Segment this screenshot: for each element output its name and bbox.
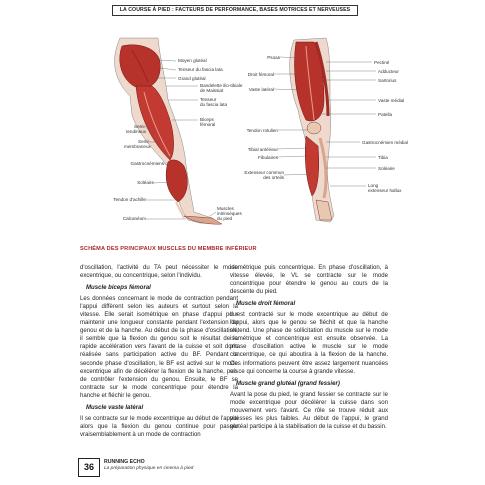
book-subtitle: La préparation physique en cinema à pied	[104, 466, 194, 471]
label-biceps-2: fémoral	[200, 122, 216, 127]
label-muscles-intrinseques: Muscles	[217, 206, 234, 211]
paragraph: Il se contracte sur le mode excentrique au début de l'appui alors que la flexion du genou continue pour passer vraisemblablement à un mode de contraction	[80, 415, 238, 438]
paragraph: Il est contracté sur le mode excentrique au début de l'appui, alors que le genou se fléchit et que la hanche s'étend. Une phase de sollicitation du muscle sur le mode isométrique et concentrique est ensuite observée. La phase d'oscillation active le muscle sur le mode concentrique, ce qui aboutira à la flexion de la hanche. Ces informations peuvent être assez largement nuancées en ce qui concerne la course à grande vitesse.	[230, 312, 388, 375]
label-patella: Patella	[378, 112, 393, 117]
running-header: LA COURSE À PIED : FACTEURS DE PERFORMANCE, BASES MOTRICES ET NERVEUSES	[112, 5, 358, 16]
label-tendon-achille: Tendon d'achille	[113, 197, 146, 202]
label-adducteur: Adducteur	[378, 69, 399, 74]
label-bandelette-2: de Maissiat	[200, 88, 224, 93]
label-vaste-medial: Vaste médial	[378, 98, 405, 103]
label-muscles-intrinseques-3: du pied	[217, 216, 233, 221]
label-semi-membraneux: Semi-	[138, 139, 150, 144]
label-tenseur-2: Tenseur	[200, 97, 217, 102]
label-fibulaires: Fibulaires	[258, 155, 278, 160]
label-long-extenseur: Long	[368, 183, 379, 188]
label-tenseur-fascia-lata: Tenseur du fascia lata	[178, 67, 223, 72]
label-tenseur-3: du fascia lata	[200, 102, 228, 107]
label-gastrocnemiens: Gastrocnémiens	[130, 161, 164, 166]
label-extenseur-commun-2: des orteils	[263, 175, 284, 180]
anterior-leg	[274, 38, 379, 222]
section-heading: Muscle droit fémoral	[236, 301, 296, 308]
label-moyen-gluteal: Moyen glutéal	[178, 58, 207, 63]
label-calcaneum: Calcanéum	[122, 216, 146, 221]
text-column-left	[80, 264, 238, 439]
paragraph: Avant la pose du pied, le grand fessier se contracte sur le mode excentrique pour décélérer la cuisse dans son mouvement vers l'avant. Ce rôle se trouve réduit aux vitesses les plus faibles. Au début de l'appui, le grand glutéal participe à la stabilisation de la cuisse et du bassin.	[230, 391, 388, 430]
label-long-extenseur-2: extenseur hallux	[368, 188, 402, 193]
page-number: 36	[78, 458, 100, 477]
paragraph: Les données concernant le mode de contraction pendant l'appui diffèrent selon les auteurs et surtout selon la vitesse. Elle serait isométrique en phase d'appui pour maintenir une longueur constante pendant l'extension du genou et de la hanche. Au début de la phase d'oscillation, il semble que la flexion du genou soit le résultat de la rapide accélération vers l'avant de la cuisse et soit donc réalisée sans participation active du BF. Pendant la seconde phase d'oscillation, le BF est activé sur le mode excentrique afin de décélérer la flexion de la hanche, puis de contrôler l'extension du genou. Ensuite, le BF se contracte sur le mode concentrique pour étendre la hanche et fléchir le genou.	[80, 296, 238, 399]
label-grand-gluteal: Grand glutéal	[178, 76, 206, 81]
label-soleaire: Soléaire	[137, 180, 154, 185]
label-soleaire-right: Soléaire	[378, 166, 395, 171]
label-tibial-anterieur: Tibial antérieur	[247, 147, 278, 152]
figure-caption: SCHÉMA DES PRINCIPAUX MUSCLES DU MEMBRE INFÉRIEUR	[80, 246, 257, 252]
muscle-figure	[80, 20, 410, 236]
label-psoas: Psoas	[267, 55, 280, 60]
paragraph: isométrique puis concentrique. En phase d'oscillation, à vitesse élevée, le VL se contracte sur le mode concentrique pour étendre le genou au cours de la descente du pied.	[230, 265, 388, 296]
label-biceps: Biceps	[200, 117, 214, 122]
label-semi-membraneux-2: membraneux	[124, 144, 151, 149]
section-heading: Muscle vaste latéral	[86, 404, 144, 411]
label-extenseur-commun: Extenseur commun	[244, 170, 284, 175]
label-droit-femoral: Droit fémoral	[247, 72, 274, 77]
label-tibia: Tibia	[378, 155, 388, 160]
label-tendon-rotulien: Tendon rotulien	[246, 128, 278, 133]
label-semi-tendineux-2: tendineux	[126, 129, 146, 134]
label-bandelette: Bandelette ilio-tibiale	[200, 83, 243, 88]
paragraph: d'oscillation, l'activité du TA peut nécessiter le mode excentrique, ou concentrique, selon l'individu.	[80, 265, 238, 280]
section-heading: Muscle grand glutéal (grand fessier)	[236, 380, 340, 387]
label-muscles-intrinseques-2: intrinsèques	[217, 211, 242, 216]
label-sartorius: Sartorius	[378, 78, 397, 83]
label-gastrocnemien-medial: Gastrocnémien médial	[362, 140, 408, 145]
label-pectine: Pectiné	[374, 60, 390, 65]
label-vaste-lateral: Vaste latéral	[248, 87, 274, 92]
label-semi-tendineux: Semi-	[134, 124, 146, 129]
book-title: RUNNING ECHO	[104, 459, 145, 465]
section-heading: Muscle biceps fémoral	[86, 285, 151, 292]
text-column-right	[230, 264, 388, 431]
